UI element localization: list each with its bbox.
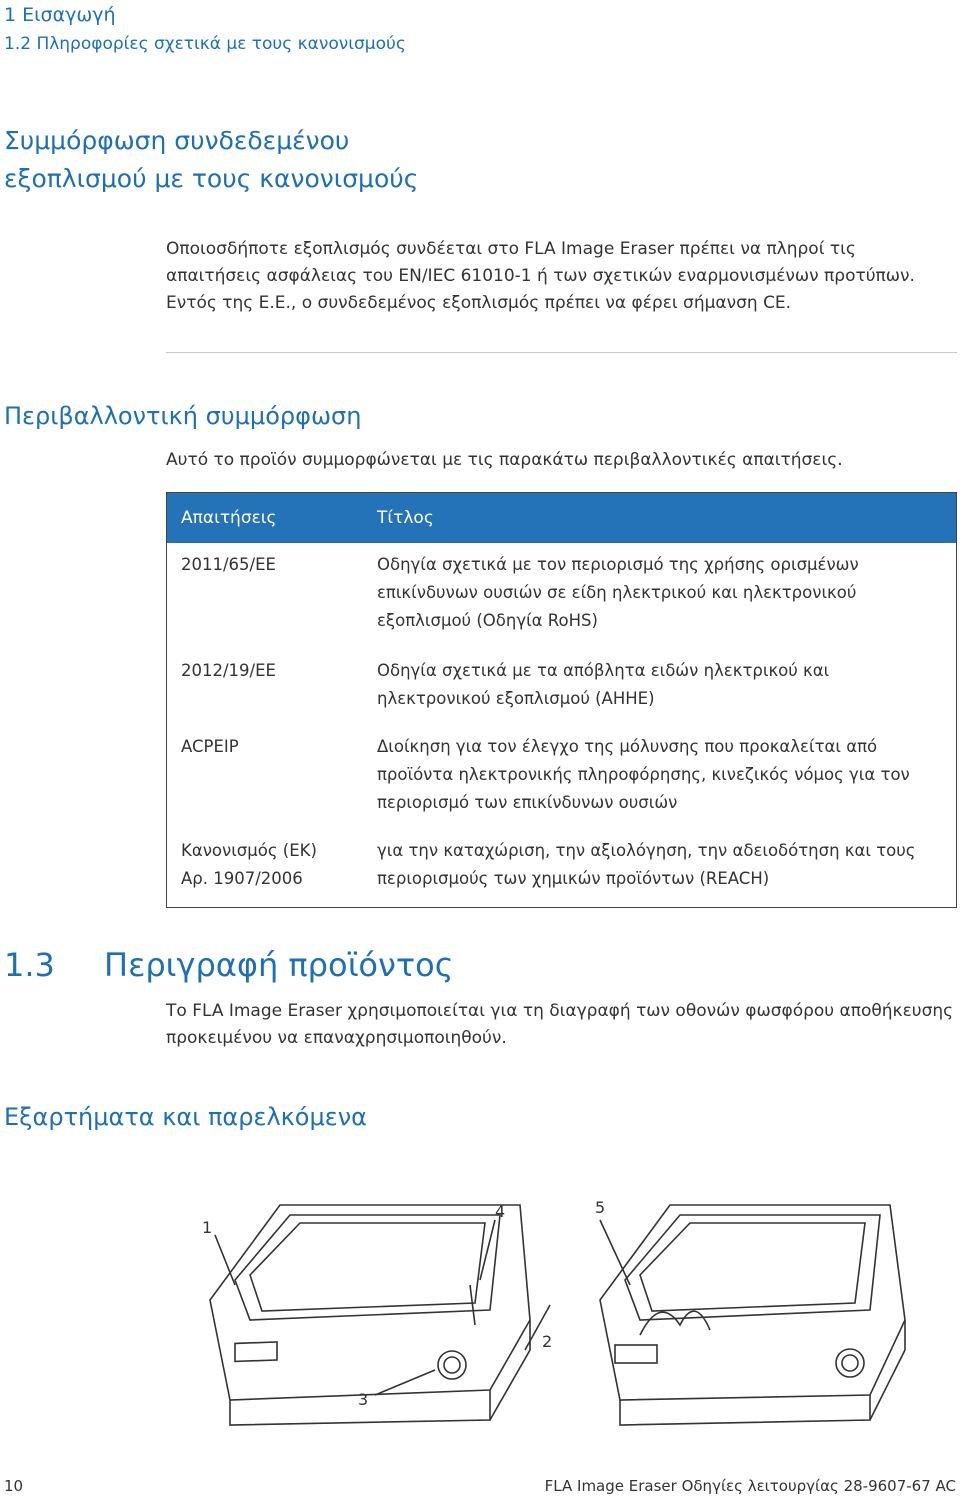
accessories-title: Εξαρτήματα και παρελκόμενα bbox=[4, 1103, 367, 1131]
table-row bbox=[167, 649, 957, 725]
compliance-body: Οποιοσδήποτε εξοπλισμός συνδέεται στο FLA Image Eraser πρέπει να πληροί τις απαιτήσεις ασφάλειας του EN/IEC 61010-1 ή των σχετικών εναρμονισμένων προτύπων. Εντός της Ε.Ε., ο συνδεδεμένος εξοπλισμός πρέπει να φέρει σήμανση CE. bbox=[166, 239, 915, 313]
knob-icon bbox=[438, 1351, 466, 1379]
requirements-table bbox=[166, 492, 957, 908]
section-header: 1.2 Πληροφορίες σχετικά με τους κανονισμούς bbox=[4, 34, 406, 54]
callout-4: 4 bbox=[495, 1202, 506, 1221]
table-row bbox=[167, 725, 957, 829]
environment-title: Περιβαλλοντική συμμόρφωση bbox=[4, 402, 362, 430]
table-cell: για την καταχώριση, την αξιολόγηση, την αδειοδότηση και τους περιορισμούς των χημικών προϊόντων (REACH) bbox=[377, 841, 916, 888]
eraser-illustration bbox=[190, 1185, 950, 1435]
table-cell: Οδηγία σχετικά με τον περιορισμό της χρήσης ορισμένων επικίνδυνων ουσιών σε είδη ηλεκτρικού και ηλεκτρονικού εξοπλισμού (Οδηγία RoHS) bbox=[377, 555, 859, 630]
table-row bbox=[167, 829, 957, 908]
product-title: Περιγραφή προϊόντος bbox=[104, 946, 454, 984]
table-cell: 2011/65/ΕΕ bbox=[181, 555, 276, 574]
table-header-row bbox=[167, 493, 957, 544]
footer-doc-title: FLA Image Eraser Οδηγίες λειτουργίας 28-9607-67 AC bbox=[544, 1477, 956, 1495]
callout-2: 2 bbox=[542, 1332, 553, 1351]
product-body: Το FLA Image Eraser χρησιμοποιείται για τη διαγραφή των οθονών φωσφόρου αποθήκευσης προκειμένου να επαναχρησιμοποιηθούν. bbox=[166, 1001, 954, 1048]
column-header: Τίτλος bbox=[363, 493, 957, 544]
knob-icon bbox=[836, 1349, 864, 1377]
chapter-header: 1 Εισαγωγή bbox=[4, 4, 116, 26]
table-cell: Κανονισμός (ΕΚ) Αρ. 1907/2006 bbox=[181, 841, 317, 888]
eraser-unit-left bbox=[210, 1205, 530, 1400]
callout-3: 3 bbox=[358, 1390, 369, 1409]
section-number: 1.3 bbox=[4, 946, 55, 984]
environment-intro: Αυτό το προϊόν συμμορφώνεται με τις παρακάτω περιβαλλοντικές απαιτήσεις. bbox=[166, 450, 843, 470]
callout-1: 1 bbox=[202, 1218, 213, 1237]
divider bbox=[166, 352, 957, 353]
table-cell: Διοίκηση για τον έλεγχο της μόλυνσης που προκαλείται από προϊόντα ηλεκτρονικής πληροφόρησης, κινεζικός νόμος για τον περιορισμό των επικίνδυνων ουσιών bbox=[377, 737, 910, 812]
compliance-title: Συμμόρφωση συνδεδεμένου εξοπλισμού με τους κανονισμούς bbox=[4, 126, 419, 193]
eraser-unit-right bbox=[600, 1205, 905, 1400]
page-number: 10 bbox=[4, 1477, 24, 1495]
table-row bbox=[167, 543, 957, 649]
table-cell: 2012/19/ΕΕ bbox=[181, 661, 276, 680]
table-cell: Οδηγία σχετικά με τα απόβλητα ειδών ηλεκτρικού και ηλεκτρονικού εξοπλισμού (ΑΗΗΕ) bbox=[377, 661, 830, 708]
table-cell: ACPEIP bbox=[181, 737, 239, 756]
column-header: Απαιτήσεις bbox=[167, 493, 364, 544]
callout-5: 5 bbox=[595, 1198, 606, 1217]
